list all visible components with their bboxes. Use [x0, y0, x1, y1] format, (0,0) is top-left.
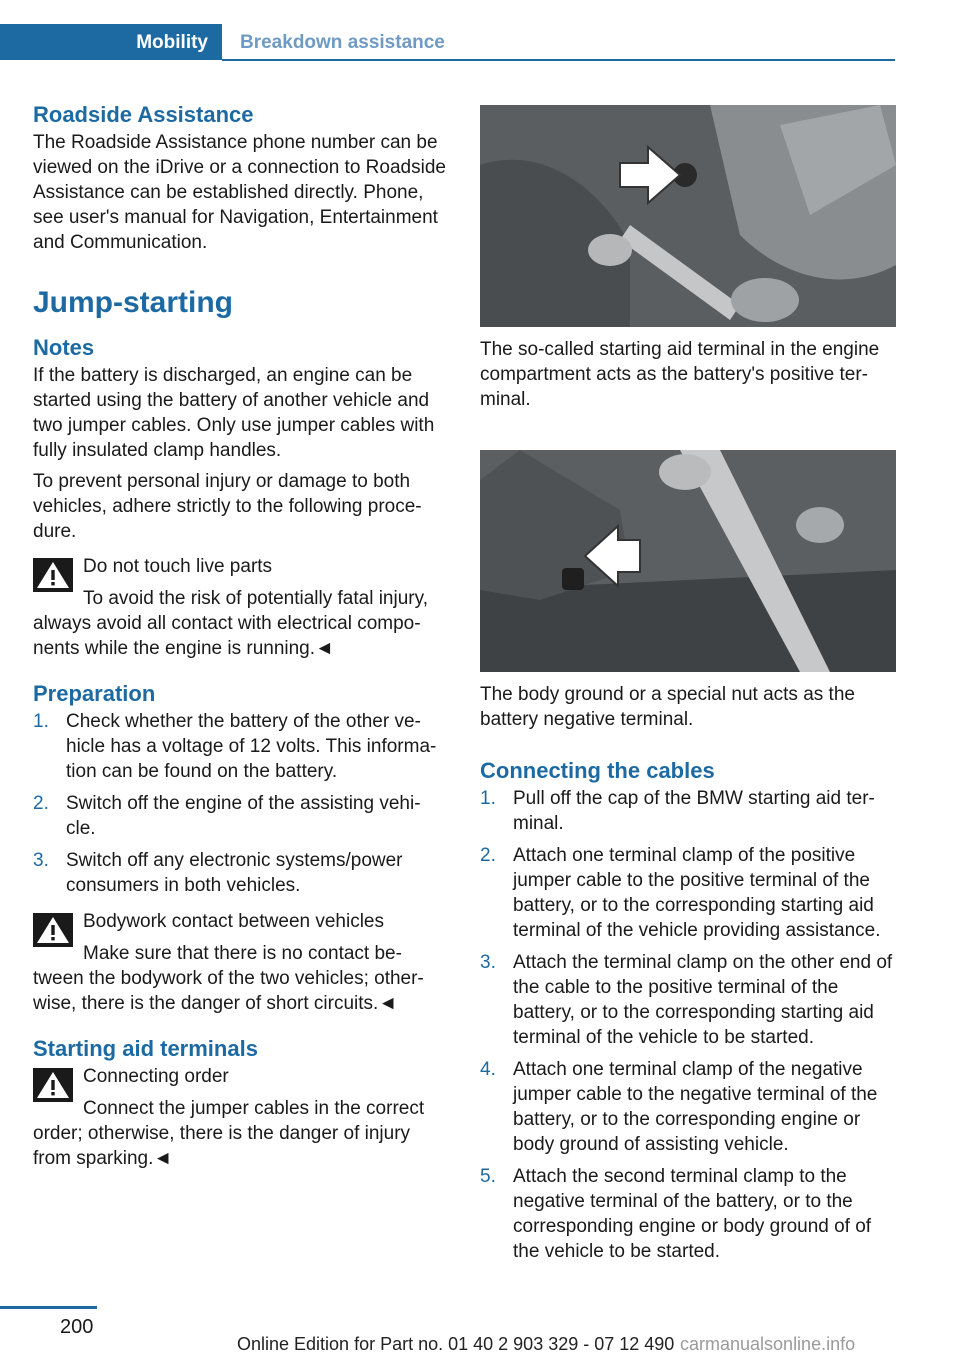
- connecting-steps: [480, 786, 896, 1264]
- list-item: [33, 848, 449, 898]
- step-number: 2.: [480, 845, 496, 866]
- chapter-label: Mobility: [136, 32, 208, 53]
- step-number: 4.: [480, 1059, 496, 1080]
- step-text: Check whether the battery of the other ve‐hicle has a voltage of 12 volts. This informa‐tion can be found on the battery.: [66, 711, 437, 782]
- header-rule: [222, 59, 895, 61]
- warning-body: Connect the jumper cables in the correct order; otherwise, there is the danger of injury from sparking.◄: [33, 1098, 425, 1169]
- footer-rule: [0, 1306, 97, 1309]
- edition-text: Online Edition for Part no. 01 40 2 903 329 - 07 12 490: [237, 1334, 675, 1354]
- step-text: Switch off any electronic systems/power consumers in both vehicles.: [66, 850, 403, 896]
- step-text: Pull off the cap of the BMW starting aid ter‐minal.: [513, 788, 875, 834]
- step-number: 3.: [480, 952, 496, 973]
- warning-body: To avoid the risk of potentially fatal injury, always avoid all contact with electrical compo‐nents while the engine is running.◄: [33, 588, 428, 659]
- warning-title: Connecting order: [83, 1066, 229, 1087]
- step-text: Attach the terminal clamp on the other end of the cable to the positive terminal of the battery, or to the corresponding starting aid terminal of the vehicle to be started.: [513, 952, 893, 1048]
- warning-title: Bodywork contact between vehicles: [83, 911, 384, 932]
- step-number: 2.: [33, 793, 49, 814]
- notes-paragraph-1: If the battery is discharged, an engine can be started using the battery of another vehicle and two jumper cables. Only use jumper cables with fully insulated clamp handles.: [33, 365, 435, 461]
- list-item: [480, 950, 896, 1050]
- step-text: Switch off the engine of the assisting vehi‐cle.: [66, 793, 421, 839]
- starting-aid-terminals-heading: Starting aid terminals: [33, 1036, 258, 1061]
- notes-paragraph-2: To prevent personal injury or damage to both vehicles, adhere strictly to the following proce‐dure.: [33, 471, 422, 542]
- warning-icon: [33, 558, 73, 592]
- list-item: [480, 786, 896, 836]
- step-text: Attach one terminal clamp of the negative jumper cable to the negative terminal of the battery, or to the corresponding engine or body ground of assisting vehicle.: [513, 1059, 878, 1155]
- warning-title: Do not touch live parts: [83, 556, 273, 577]
- engine-photo-positive-terminal: [480, 105, 896, 327]
- list-item: [480, 843, 896, 943]
- step-number: 3.: [33, 850, 49, 871]
- page-header: [0, 24, 895, 62]
- preparation-heading: Preparation: [33, 681, 156, 706]
- page-number: 200: [60, 1316, 94, 1338]
- step-text: Attach the second terminal clamp to the negative terminal of the battery, or to the corresponding engine or body ground of of the vehicle to be started.: [513, 1166, 872, 1262]
- step-number: 5.: [480, 1166, 496, 1187]
- list-item: [480, 1057, 896, 1157]
- step-number: 1.: [480, 788, 496, 809]
- roadside-heading: Roadside Assistance: [33, 102, 254, 127]
- step-text: Attach one terminal clamp of the positive jumper cable to the positive terminal of the battery, or to the corresponding starting aid terminal of the vehicle providing assistance.: [513, 845, 881, 941]
- engine-photo-ground-terminal: [480, 450, 896, 672]
- watermark: carmanualsonline.info: [680, 1334, 856, 1354]
- chapter-tab[interactable]: [0, 24, 222, 60]
- photo1-caption: The so-called starting aid terminal in the engine compartment acts as the battery's positive ter‐minal.: [480, 339, 880, 410]
- left-column: [33, 100, 449, 1171]
- warning-icon: [33, 913, 73, 947]
- warning-connecting-order: [33, 1064, 449, 1171]
- warning-body: Make sure that there is no contact be‐tween the bodywork of the two vehicles; other‐wise, there is the danger of short circuits.◄: [33, 943, 424, 1014]
- list-item: [480, 1164, 896, 1264]
- warning-live-parts: [33, 554, 449, 661]
- warning-icon: [33, 1068, 73, 1102]
- jump-starting-heading: Jump-starting: [33, 286, 234, 319]
- step-number: 1.: [33, 711, 49, 732]
- notes-heading: Notes: [33, 335, 95, 360]
- photo2-caption: The body ground or a special nut acts as the battery negative terminal.: [480, 684, 855, 730]
- right-column: [480, 105, 896, 1271]
- warning-bodywork-contact: [33, 909, 449, 1016]
- roadside-body: The Roadside Assistance phone number can be viewed on the iDrive or a connection to Roadside Assistance can be established directly. Phone, see user's manual for Navigation, Entertainment and Communication.: [33, 132, 446, 253]
- section-label[interactable]: Breakdown assistance: [240, 32, 445, 53]
- connecting-cables-heading: Connecting the cables: [480, 758, 715, 783]
- preparation-steps: [33, 709, 449, 898]
- list-item: [33, 709, 449, 784]
- list-item: [33, 791, 449, 841]
